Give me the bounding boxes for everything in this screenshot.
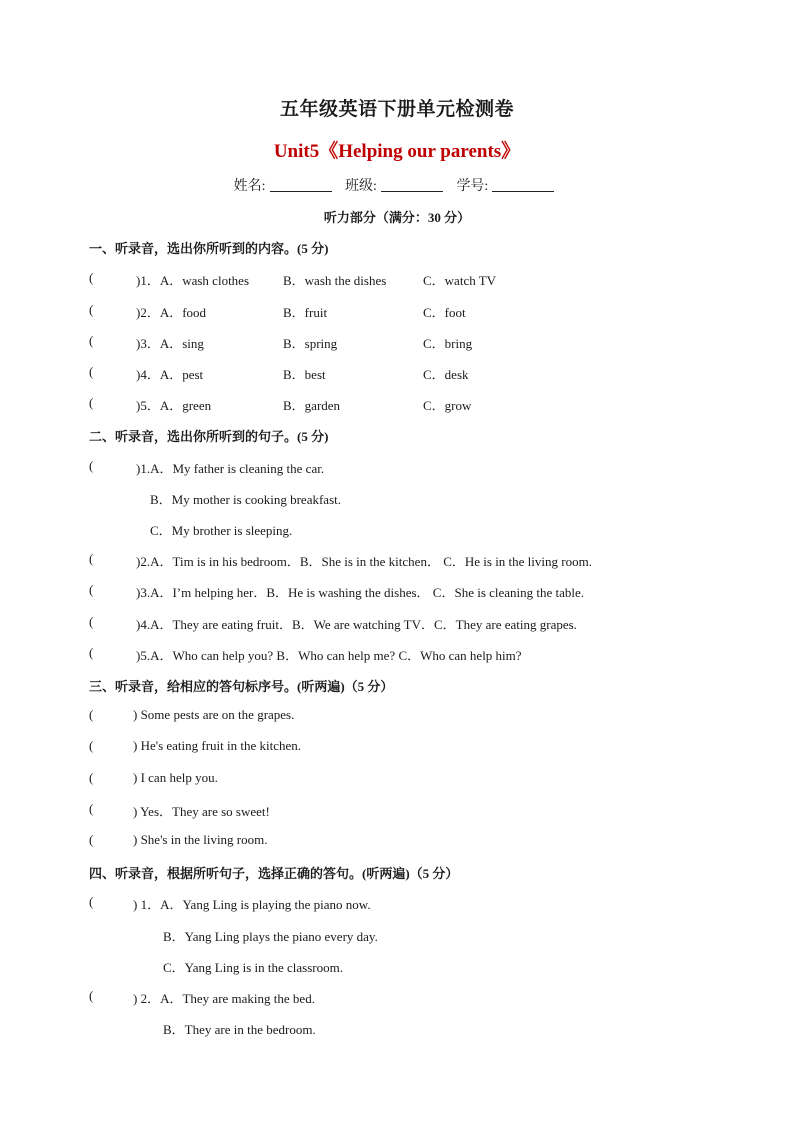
option-a: )1.A．My father is cleaning the car. bbox=[136, 461, 325, 476]
option-c: C．bring bbox=[423, 336, 473, 351]
response-text: ) I can help you. bbox=[133, 770, 218, 785]
section1-heading: 一、听录音，选出你所听到的内容。(5 分) bbox=[89, 241, 329, 256]
option-a: ) 2．A．They are making the bed. bbox=[133, 991, 315, 1006]
answer-paren[interactable]: ( bbox=[89, 801, 94, 816]
question-text: )2.A．Tim is in his bedroom．B．She is in the kitchen． C．He is in the living room. bbox=[136, 554, 592, 569]
section2-heading: 二、听录音，选出你所听到的句子。(5 分) bbox=[89, 429, 329, 444]
option-a: ) 1．A．Yang Ling is playing the piano now. bbox=[133, 897, 371, 912]
option-c: C．grow bbox=[423, 398, 472, 413]
answer-paren[interactable]: ( bbox=[89, 832, 94, 847]
option-b: B．My mother is cooking breakfast. bbox=[150, 492, 341, 507]
option-c: C．watch TV bbox=[423, 273, 497, 288]
number-blank[interactable] bbox=[492, 177, 554, 192]
option-b: B．spring bbox=[283, 336, 338, 351]
option-b: B．wash the dishes bbox=[283, 273, 387, 288]
option-c: C．foot bbox=[423, 305, 466, 320]
answer-paren[interactable]: ( bbox=[89, 364, 94, 379]
response-text: ) He's eating fruit in the kitchen. bbox=[133, 738, 302, 753]
option-a: )4．A．pest bbox=[136, 367, 204, 382]
option-a: )2．A．food bbox=[136, 305, 207, 320]
class-label: 班级: bbox=[345, 179, 377, 194]
option-b: B．Yang Ling plays the piano every day. bbox=[163, 929, 378, 944]
answer-paren[interactable]: ( bbox=[89, 333, 94, 348]
option-c: C．desk bbox=[423, 367, 469, 382]
number-label: 学号: bbox=[456, 179, 489, 194]
option-a: )3．A．sing bbox=[136, 336, 204, 351]
answer-paren[interactable]: ( bbox=[89, 395, 94, 410]
response-text: ) She's in the living room. bbox=[133, 832, 268, 847]
option-a: )5．A．green bbox=[136, 398, 212, 413]
option-c: C．Yang Ling is in the classroom. bbox=[163, 960, 343, 975]
name-label: 姓名: bbox=[233, 179, 266, 194]
section3-heading: 三、听录音，给相应的答句标序号。(听两遍)（5 分） bbox=[89, 679, 394, 694]
question-text: )4.A．They are eating fruit．B．We are watching TV．C．They are eating grapes. bbox=[136, 617, 577, 632]
answer-paren[interactable]: ( bbox=[89, 458, 94, 473]
option-b: B．fruit bbox=[283, 305, 328, 320]
option-b: B．They are in the bedroom. bbox=[163, 1022, 316, 1037]
option-b: B．best bbox=[283, 367, 326, 382]
option-c: C．My brother is sleeping. bbox=[150, 523, 293, 538]
answer-paren[interactable]: ( bbox=[89, 645, 94, 660]
answer-paren[interactable]: ( bbox=[89, 302, 94, 317]
unit-subtitle: Unit5《Helping our parents》 bbox=[273, 141, 521, 162]
answer-paren[interactable]: ( bbox=[89, 770, 94, 785]
class-blank[interactable] bbox=[381, 177, 443, 192]
answer-paren[interactable]: ( bbox=[89, 551, 94, 566]
answer-paren[interactable]: ( bbox=[89, 738, 94, 753]
answer-paren[interactable]: ( bbox=[89, 270, 94, 285]
answer-paren[interactable]: ( bbox=[89, 988, 94, 1003]
option-b: B．garden bbox=[283, 398, 341, 413]
answer-paren[interactable]: ( bbox=[89, 614, 94, 629]
answer-paren[interactable]: ( bbox=[89, 707, 94, 722]
name-blank[interactable] bbox=[270, 177, 332, 192]
answer-paren[interactable]: ( bbox=[89, 894, 94, 909]
section4-heading: 四、听录音，根据所听句子，选择正确的答句。(听两遍)（5 分） bbox=[89, 866, 459, 881]
option-a: )1．A．wash clothes bbox=[136, 273, 250, 288]
response-text: ) Yes．They are so sweet! bbox=[133, 804, 270, 819]
question-text: )5.A．Who can help you? B．Who can help me? C．Who can help him? bbox=[136, 648, 522, 663]
listening-part-label: 听力部分（满分：30 分） bbox=[323, 210, 471, 225]
student-info-line bbox=[0, 175, 794, 195]
page-title: 五年级英语下册单元检测卷 bbox=[279, 99, 514, 120]
response-text: ) Some pests are on the grapes. bbox=[133, 707, 295, 722]
answer-paren[interactable]: ( bbox=[89, 582, 94, 597]
question-text: )3.A．I’m helping her．B．He is washing the dishes． C．She is cleaning the table. bbox=[136, 585, 585, 600]
